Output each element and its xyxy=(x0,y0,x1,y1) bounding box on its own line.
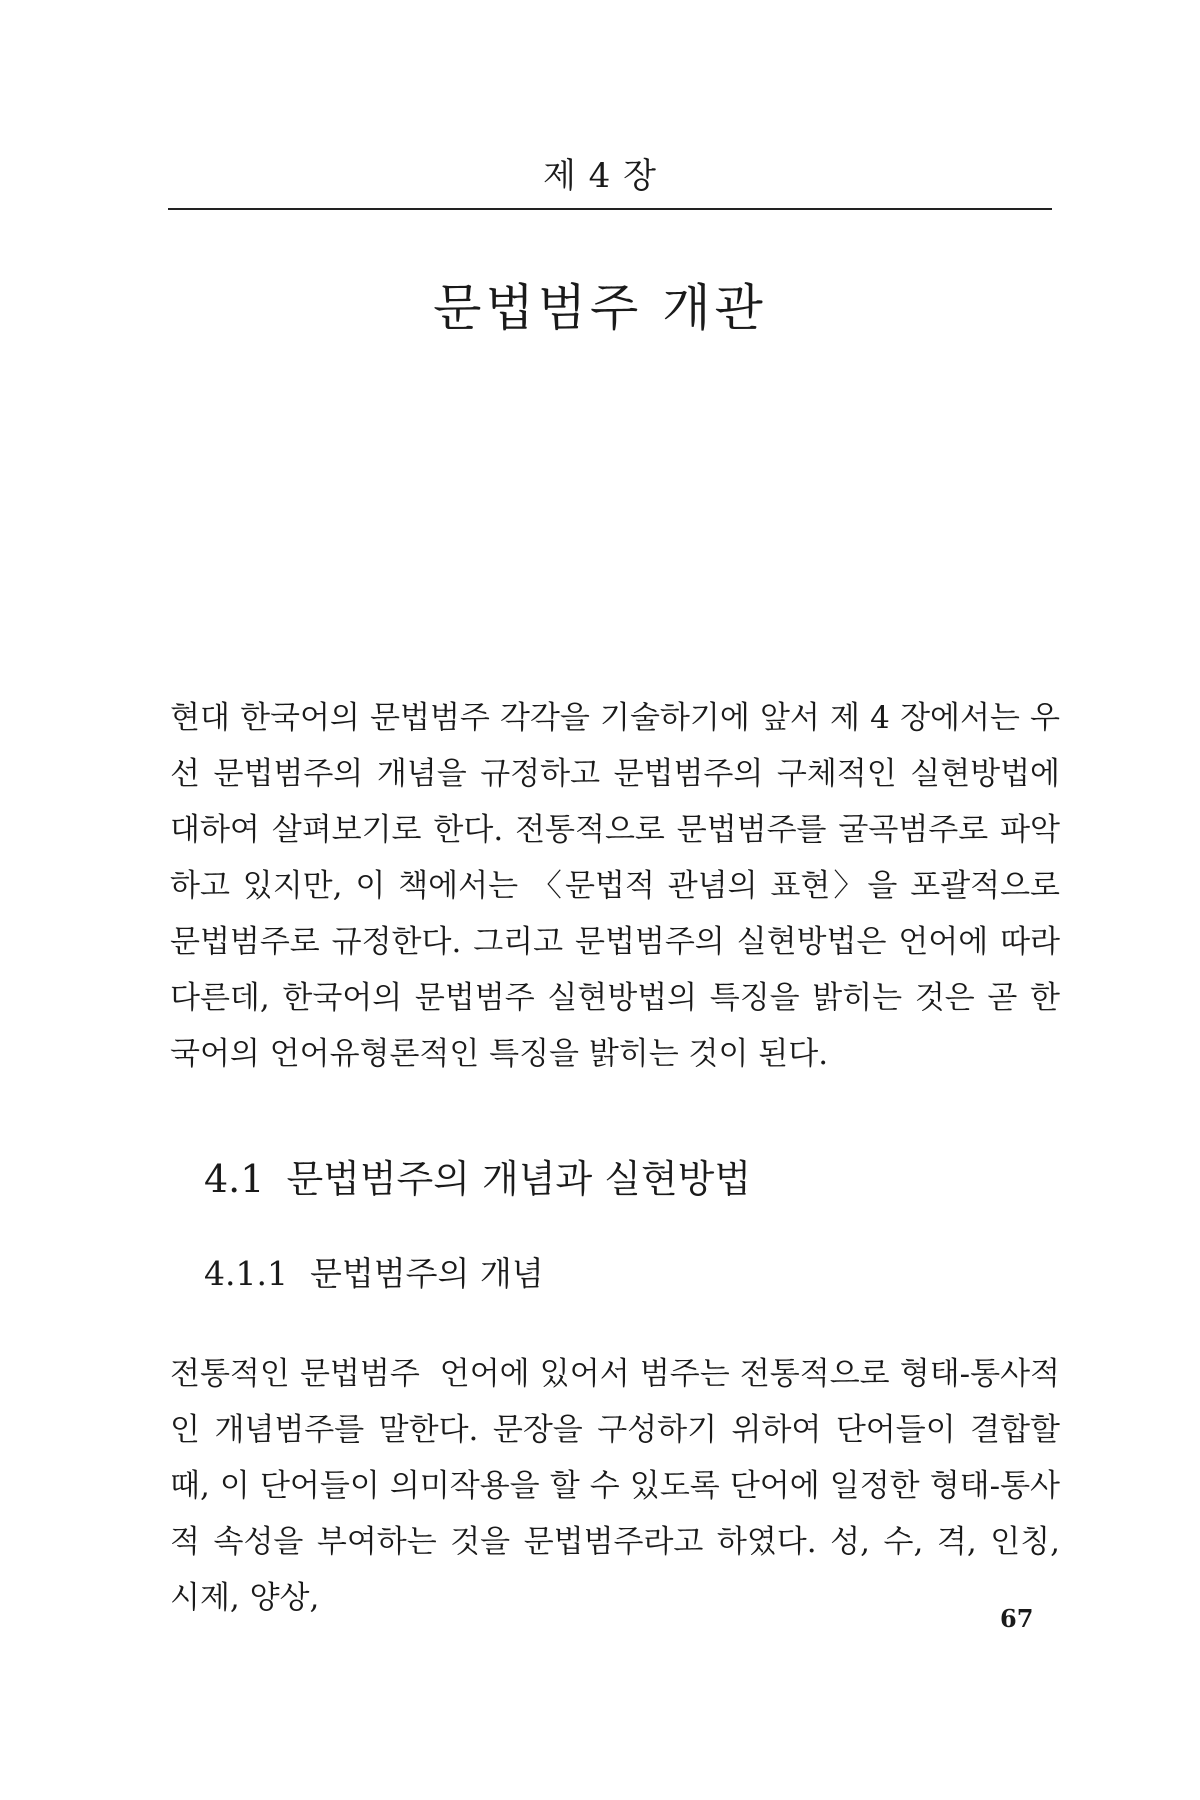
section-title: 문법범주의 개념과 실현방법 xyxy=(286,1157,752,1201)
subsection-number: 4.1.1 xyxy=(204,1254,288,1293)
intro-paragraph: 현대 한국어의 문법범주 각각을 기술하기에 앞서 제 4 장에서는 우선 문법범주의 개념을 규정하고 문법범주의 구체적인 실현방법에 대하여 살펴보기로 한다. 전통적으로 문법범주를 굴곡범주로 파악하고 있지만, 이 책에서는 〈문법적 관념의 표현〉을 포괄적으로 문법범주로 규정한다. 그리고 문법범주의 실현방법은 언어에 따라 다른데, 한국어의 문법범주 실현방법의 특징을 밝히는 것은 곧 한국어의 언어유형론적인 특징을 밝히는 것이 된다. xyxy=(170,700,1060,1072)
body-text: 언어에 있어서 범주는 전통적으로 형태-통사적인 개념범주를 말한다. 문장을 구성하기 위하여 단어들이 결합할 때, 이 단어들이 의미작용을 할 수 있도록 단어에 일정한 형태-통사적 속성을 부여하는 것을 문법범주라고 하였다. 성, 수, 격, 인칭, 시제, 양상, xyxy=(170,1356,1060,1616)
subsection-heading xyxy=(204,1248,544,1295)
body-paragraph xyxy=(170,1346,1060,1626)
subsection-title: 문법범주의 개념 xyxy=(309,1254,544,1293)
page-number: 67 xyxy=(1000,1604,1034,1633)
run-in-title: 전통적인 문법범주 xyxy=(170,1356,420,1392)
section-heading xyxy=(204,1148,751,1203)
chapter-label: 제 4 장 xyxy=(543,156,657,196)
chapter-title: 문법범주 개관 xyxy=(433,279,767,337)
chapter-divider xyxy=(168,208,1052,210)
section-number: 4.1 xyxy=(204,1157,265,1201)
